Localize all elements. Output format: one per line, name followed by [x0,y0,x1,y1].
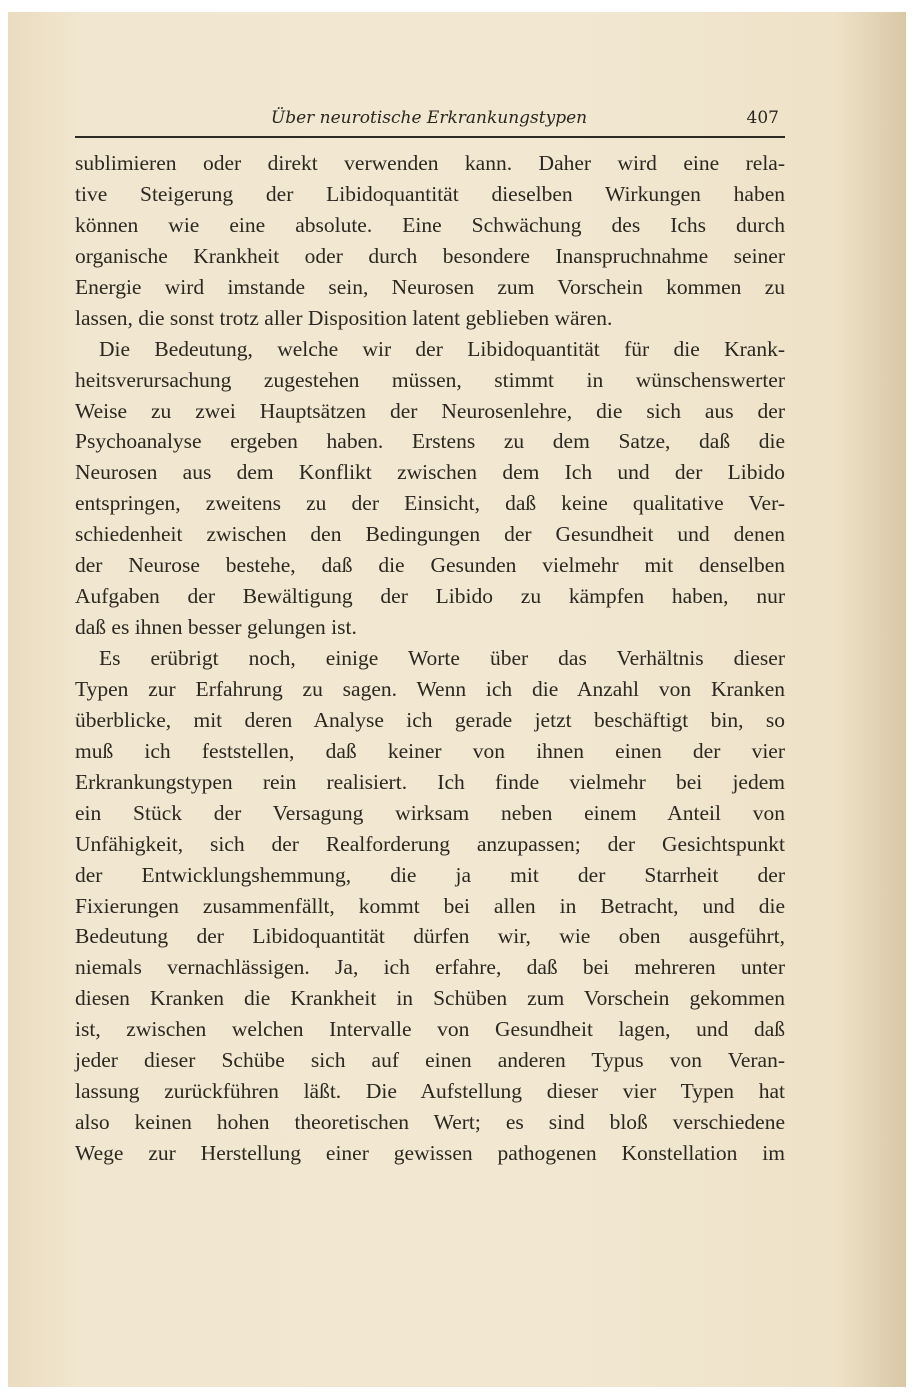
text-line: Fixierungen zusammenfällt, kommt bei allen in Betracht, und die [75,893,785,918]
text-line: ein Stück der Versagung wirksam neben einem Anteil von [75,800,785,825]
text-line: Unfähigkeit, sich der Realforderung anzupassen; der Gesichtspunkt [75,831,785,856]
text-line: der Neurose bestehe, daß die Gesunden vielmehr mit denselben [75,553,785,578]
text-line: niemals vernachlässigen. Ja, ich erfahre, daß bei mehreren unter [75,955,785,980]
running-title: Über neurotische Erkrankungstypen [270,108,588,128]
text-line: Wege zur Herstellung einer gewissen pathogenen Konstellation im [75,1141,785,1165]
page-header [75,108,783,134]
text-line: Psychoanalyse ergeben haben. Erstens zu dem Satze, daß die [75,429,785,454]
paragraph [75,643,785,1169]
paragraph [75,148,785,334]
text-line: diesen Kranken die Krankheit in Schüben zum Vorschein gekommen [75,986,785,1011]
text-line: Neurosen aus dem Konflikt zwischen dem Ich und der Libido [75,460,785,485]
text-line: also keinen hohen theoretischen Wert; es sind bloß verschiedene [75,1110,785,1135]
text-line: Es erübrigt noch, einige Worte über das Verhältnis dieser [99,646,785,670]
text-line: Aufgaben der Bewältigung der Libido zu kämpfen haben, nur [75,584,785,609]
text-line: heitsverursachung zugestehen müssen, stimmt in wünschenswerter [75,367,785,392]
text-line: der Entwicklungshemmung, die ja mit der Starrheit der [75,862,785,887]
text-line: Erkrankungstypen rein realisiert. Ich finde vielmehr bei jedem [75,769,785,794]
paragraph [75,334,785,643]
text-line: sublimieren oder direkt verwenden kann. Daher wird eine rela- [75,151,785,175]
text-line: muß ich feststellen, daß keiner von ihnen einen der vier [75,738,785,763]
book-page [8,12,906,1387]
text-line: können wie eine absolute. Eine Schwächung des Ichs durch [75,212,785,237]
text-line: Weise zu zwei Hauptsätzen der Neurosenlehre, die sich aus der [75,398,785,423]
text-line: organische Krankheit oder durch besondere Inanspruchnahme seiner [75,243,785,268]
body-text [75,148,785,1169]
text-line: Die Bedeutung, welche wir der Libidoquantität für die Krank- [99,336,785,361]
text-line: überblicke, mit deren Analyse ich gerade jetzt beschäftigt bin, so [75,707,785,732]
text-line: Bedeutung der Libidoquantität dürfen wir, wie oben ausgeführt, [75,924,785,949]
text-line: jeder dieser Schübe sich auf einen anderen Typus von Veran- [75,1048,785,1073]
page-number: 407 [746,108,779,128]
header-rule [75,136,785,138]
text-line: ist, zwischen welchen Intervalle von Gesundheit lagen, und daß [75,1017,785,1042]
text-line: tive Steigerung der Libidoquantität dieselben Wirkungen haben [75,181,785,206]
text-line: daß es ihnen besser gelungen ist. [75,615,357,640]
text-line: Typen zur Erfahrung zu sagen. Wenn ich die Anzahl von Kranken [75,676,785,701]
text-line: entspringen, zweitens zu der Einsicht, daß keine qualitative Ver- [75,491,785,516]
text-line: lassung zurückführen läßt. Die Aufstellung dieser vier Typen hat [75,1079,785,1104]
text-line: Energie wird imstande sein, Neurosen zum Vorschein kommen zu [75,274,785,299]
text-line: lassen, die sonst trotz aller Disposition latent geblieben wären. [75,305,613,330]
text-line: schiedenheit zwischen den Bedingungen der Gesundheit und denen [75,522,785,547]
